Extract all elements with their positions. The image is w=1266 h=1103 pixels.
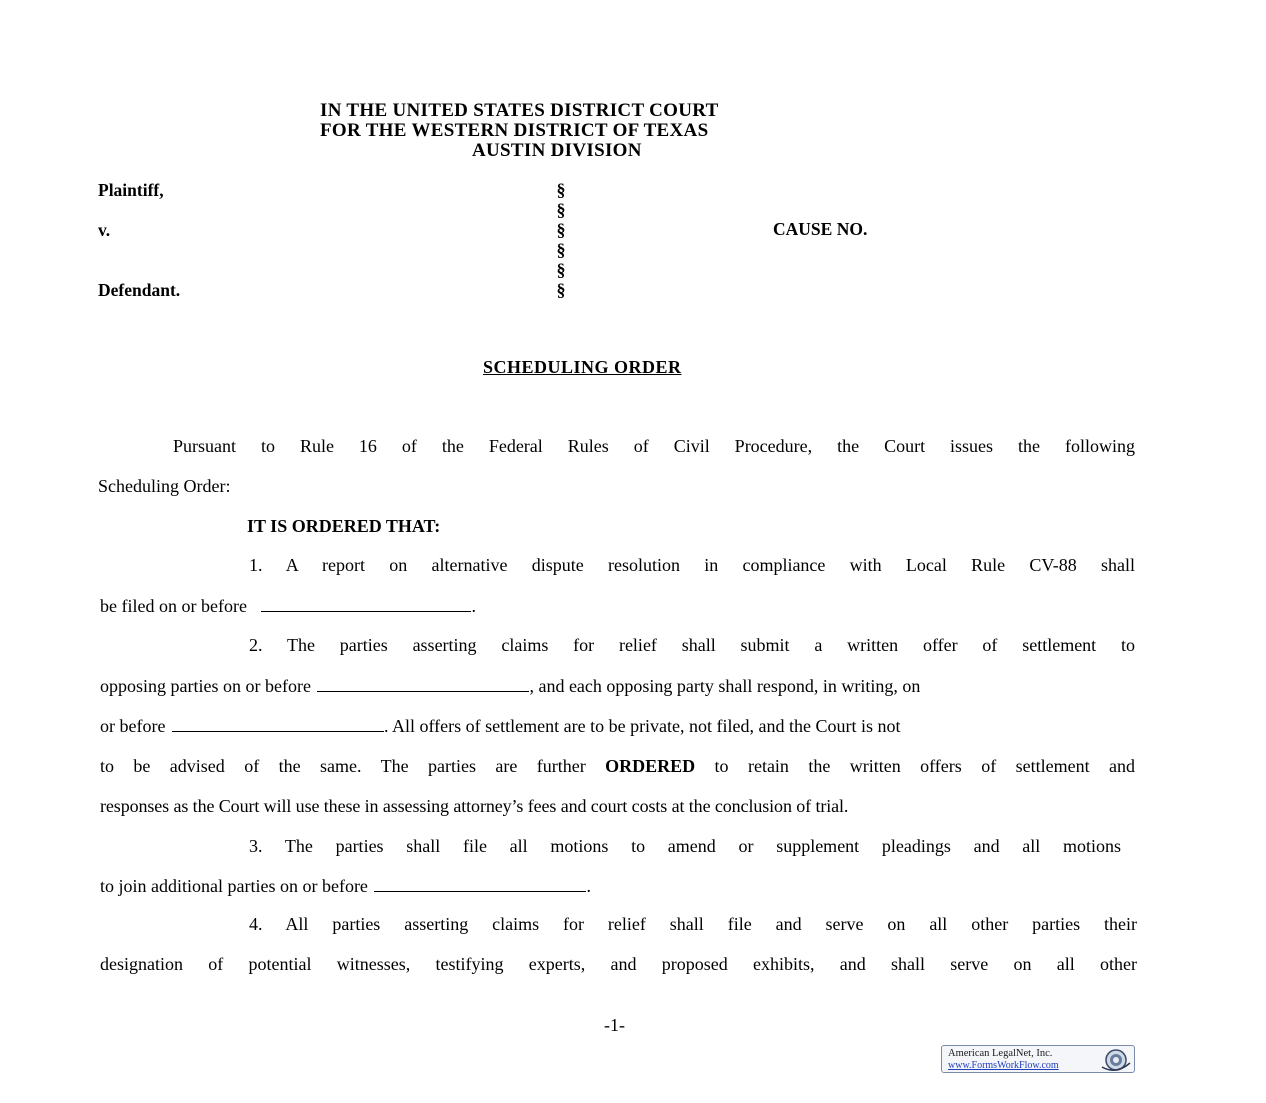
paragraph-line <box>100 596 476 617</box>
globe-logo-icon <box>1098 1047 1132 1073</box>
date-blank-field[interactable] <box>317 676 529 692</box>
date-blank-field[interactable] <box>172 716 384 732</box>
paragraph-text: opposing parties on or before <box>100 676 311 696</box>
paragraph-text: or before <box>100 716 166 736</box>
court-name-line1: IN THE UNITED STATES DISTRICT COURT <box>320 100 719 121</box>
paragraph-line: 1. A report on alternative dispute resolution in compliance with Local Rule CV-88 shall <box>249 555 1135 575</box>
paragraph-line: 4. All parties asserting claims for relief shall file and serve on all other parties their <box>249 914 1137 934</box>
court-name-line2: FOR THE WESTERN DISTRICT OF TEXAS <box>320 120 709 141</box>
paragraph-text: . <box>586 876 591 896</box>
paragraph-line: 3. The parties shall file all motions to amend or supplement pleadings and all motions <box>249 836 1121 856</box>
section-symbol: § <box>556 220 566 240</box>
section-symbol: § <box>556 260 566 280</box>
paragraph-text: be filed on or before <box>100 596 247 616</box>
paragraph-line: designation of potential witnesses, testifying experts, and proposed exhibits, and shall serve on all other <box>100 954 1137 974</box>
badge-url[interactable]: www.FormsWorkFlow.com <box>948 1060 1059 1071</box>
paragraph-text: to join additional parties on or before <box>100 876 368 896</box>
date-blank-field[interactable] <box>261 596 471 612</box>
section-symbol: § <box>556 180 566 200</box>
paragraph-line <box>100 716 901 737</box>
cause-number-label: CAUSE NO. <box>773 219 868 239</box>
paragraph-text: . All offers of settlement are to be private, not filed, and the Court is not <box>383 716 901 736</box>
section-symbol: § <box>556 280 566 300</box>
intro-line: Pursuant to Rule 16 of the Federal Rules of Civil Procedure, the Court issues the following <box>173 436 1135 456</box>
paragraph-text: , and each opposing party shall respond, in writing, on <box>529 676 921 696</box>
paragraph-line <box>100 876 591 897</box>
paragraph-text: . <box>471 596 476 616</box>
footer-badge[interactable] <box>941 1045 1135 1073</box>
intro-line: Scheduling Order: <box>98 476 231 496</box>
paragraph-line: 2. The parties asserting claims for relief shall submit a written offer of settlement to <box>249 635 1135 655</box>
page-number: -1- <box>604 1015 625 1035</box>
court-division: AUSTIN DIVISION <box>472 140 642 161</box>
paragraph-line <box>100 756 1135 777</box>
defendant-label: Defendant. <box>98 280 181 300</box>
section-symbol: § <box>556 240 566 260</box>
badge-company: American LegalNet, Inc. <box>948 1048 1053 1059</box>
ordered-heading: IT IS ORDERED THAT: <box>247 516 441 536</box>
versus-label: v. <box>98 220 111 240</box>
plaintiff-label: Plaintiff, <box>98 180 164 200</box>
paragraph-line <box>100 676 920 697</box>
ordered-emphasis: ORDERED <box>605 756 696 776</box>
paragraph-text: to retain the written offers of settlement and <box>695 756 1135 776</box>
paragraph-text: to be advised of the same. The parties are further <box>100 756 606 776</box>
paragraph-line: responses as the Court will use these in assessing attorney’s fees and court costs at the conclusion of trial. <box>100 796 849 816</box>
document-title: SCHEDULING ORDER <box>483 357 682 377</box>
date-blank-field[interactable] <box>374 876 586 892</box>
section-symbol: § <box>556 200 566 220</box>
